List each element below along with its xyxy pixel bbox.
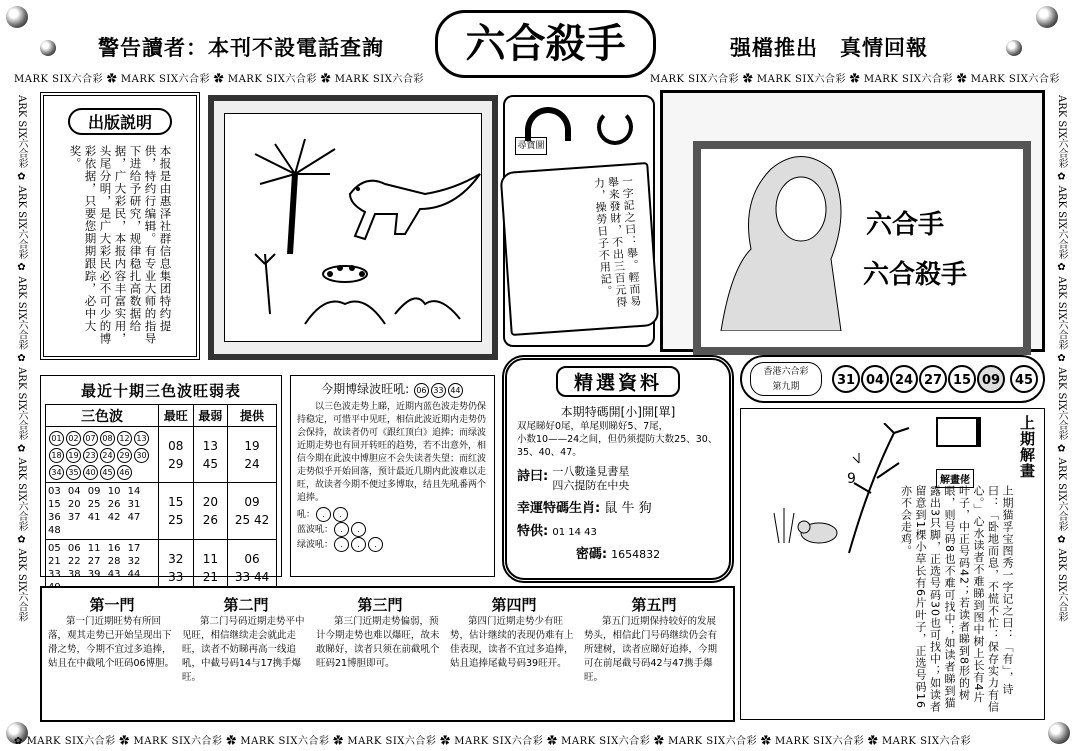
left-border-strip: ARK SIX六合彩 ✿ ARK SIX六合彩 ✿ ARK SIX六合彩 ✿ ARK SIX六合彩 ✿ ARK SIX六合彩 ✿ ARK SIX六合彩 [16, 95, 27, 622]
red-ball: 34 [49, 465, 64, 480]
corner-ornament-icon [1036, 6, 1058, 28]
ring-icon [597, 109, 633, 145]
poster-logo-1: 六合手 [866, 210, 945, 240]
red-ball: 07 [83, 431, 98, 446]
result-special-ball: 45 [1010, 365, 1038, 393]
poster-logo-2: 六合殺手 [863, 260, 968, 290]
top-border-strip-right: MARK SIX六合彩 ✿ MARK SIX六合彩 ✿ MARK SIX六合彩 ✿ MARK SIX六合彩 [650, 74, 1060, 85]
red-ball: 46 [117, 465, 132, 480]
table-cell: 09 25 42 [228, 483, 277, 540]
green-wave-picks: 吼： . . 蓝波吼： . . 绿波吼： . . . [297, 507, 488, 552]
picks-special: 特供: 01 14 43 [517, 524, 597, 539]
right-border-strip: ARK SIX六合彩 ✿ ARK SIX六合彩 ✿ ARK SIX六合彩 ✿ ARK SIX六合彩 ✿ ARK SIX六合彩 ✿ ARK SIX六合彩 [1056, 95, 1067, 622]
riddle-text: 一字記之曰：舉。輕而易舉来發財，不出三百元得力，操勞日子不用記。 [592, 175, 643, 309]
publish-box [40, 92, 200, 360]
red-ball: 02 [66, 431, 81, 446]
th-strong: 最旺 [159, 405, 194, 427]
picks-line2: 双尾睇好0尾，单尾则睇好5、7尾， [517, 421, 669, 432]
table-cell: 32 33 [159, 540, 194, 597]
blue-wave-cell: 03 04 09 10 14 15 20 25 26 31 36 37 41 42 47 48 [46, 483, 159, 540]
picks-title: 精選資料 [556, 366, 680, 397]
table-cell: 15 25 [159, 483, 194, 540]
red-ball: 18 [49, 448, 64, 463]
picks-code: 密碼: 1654832 [575, 547, 661, 562]
gate-5: 第五門 第五门近期保持较好的发展势头，相信此门号码继续仍会有所建树，读者应睇好追捧，今期可在前尾截号码42与47携手爆旺。 [584, 596, 718, 683]
red-ball: 35 [66, 465, 81, 480]
green-wave-title: 今期博绿波旺吼: 06 33 44 [297, 380, 488, 398]
th-weak: 最弱 [193, 405, 228, 427]
gate-4: 第四門 第四门近期走势少有旺势，估计继续的表现仍难有上佳表现，读者不宜过多追捧，姑且追捧尾截号码39旺开。 [450, 596, 574, 669]
red-ball: 08 [100, 431, 115, 446]
red-ball: 12 [117, 431, 132, 446]
result-ball: 31 [832, 365, 860, 393]
table-cell: 19 24 [228, 427, 277, 483]
poster-box [660, 90, 1045, 352]
result-ball: 04 [861, 365, 889, 393]
result-ball: 15 [948, 365, 976, 393]
explainer-tag: 解畫佬 [936, 469, 974, 488]
red-ball: 01 [49, 431, 64, 446]
last-issue-body: 上期猫孚宝图秀一字记之曰：「有」，诗曰：「卧地而息，不慌不忙：保存实力有信心。」心水读者不难睇到图中树上长有4片叶子，中正号码42；若读者睇到8形的树眼，则号码8也不难可找中；如读者睇到猫露出3只脚，正选号码30也可找中；如读者留意到1棵小草长有6片叶子，正选号码16亦不会走鸡。 [899, 485, 1014, 713]
red-ball: 30 [134, 448, 149, 463]
slogan-text: 强檔推出 真情回報 [730, 36, 928, 60]
green-wave-box [290, 375, 495, 577]
table-cell: 13 45 [193, 427, 228, 483]
ten-period-table [45, 404, 277, 597]
woman-portrait-icon [701, 149, 1007, 331]
picture-frame [208, 95, 498, 360]
red-ball: 29 [117, 448, 132, 463]
top-border-strip-left: MARK SIX六合彩 ✿ MARK SIX六合彩 ✿ MARK SIX六合彩 ✿ MARK SIX六合彩 [14, 74, 424, 85]
corner-ornament-icon [40, 40, 56, 56]
publish-body: 本报是由惠泽社群信息集团特约提供，特约行编辑。有专业大师的指导下进给予研究，规律稳扎高数据给据，广大彩民，本报内容丰富实用，头尾分明，是广大彩民必不可少的博彩依据，只要您期期跟踪，必中大奖。 [68, 145, 173, 345]
red-ball: 13 [134, 431, 149, 446]
red-ball: 19 [66, 448, 81, 463]
svg-text:9: 9 [847, 471, 856, 487]
red-ball: 23 [83, 448, 98, 463]
gate-3: 第三門 第三门近期走势偏弱，预计今期走势也难以爆旺，故未敢睇好，读者只须在前截吼个旺码21博胆即可。 [316, 596, 440, 669]
picks-poem: 詩曰: 一八數逢見書星 四六提防在中央 [517, 465, 630, 492]
result-label: 香港六合彩 第九期 [750, 362, 822, 396]
warning-text: 警告讀者：本刊不設電話查詢 [98, 36, 384, 60]
publish-title: 出版説明 [68, 108, 172, 135]
corner-ornament-icon [1006, 40, 1022, 56]
picks-zodiac: 幸運特碼生肖: 鼠 牛 狗 [517, 501, 652, 516]
ten-period-box [40, 375, 282, 584]
picks-line3: 小数10——24之间，但仍须提防大数25、30、35、40、47。 [517, 434, 718, 458]
riddle-box [503, 95, 655, 347]
dinosaur-illustration-icon [225, 114, 483, 342]
result-box [740, 355, 1045, 403]
bottom-border-strip: ✿ MARK SIX六合彩 ✿ MARK SIX六合彩 ✿ MARK SIX六合彩 ✿ MARK SIX六合彩 ✿ MARK SIX六合彩 ✿ MARK SIX六合彩 ✿ MARK SIX六合彩 ✿ MARK SIX六合彩 ✿ MARK SIX六合彩 [14, 736, 971, 747]
horseshoe-icon [525, 107, 571, 141]
table-cell: 08 29 [159, 427, 194, 483]
table-cell: 11 21 [193, 540, 228, 597]
table-cell: 20 26 [193, 483, 228, 540]
treasure-badge: 尋寶圖 [515, 137, 547, 155]
decor-square-icon [936, 417, 981, 447]
five-gates-box [40, 586, 735, 722]
red-ball: 24 [100, 448, 115, 463]
table-cell: 06 33 44 [228, 540, 277, 597]
gate-1: 第一門 第一门近期旺势有所回落，观其走势已开始呈现出下滑之势，今期不宜过多追捧，姑且在中截吼个旺码06博胆。 [48, 596, 175, 669]
corner-ornament-icon [1048, 722, 1070, 744]
featured-picks-box [502, 355, 734, 583]
last-issue-title: 上期解畫 [1018, 415, 1036, 479]
result-ball: 27 [919, 365, 947, 393]
green-wave-cell: 05 06 11 16 17 21 22 27 28 32 33 38 39 43 44 [46, 540, 159, 597]
picks-line1: 本期特碼開[小]開[單] [560, 405, 676, 419]
result-ball: 24 [890, 365, 918, 393]
red-ball: 40 [83, 465, 98, 480]
th-give: 提供 [228, 405, 277, 427]
result-ball: 09 [977, 365, 1005, 393]
gate-2: 第二門 第二门号码近期走势平中见旺，相信继续走会就此走旺，读者不妨睇再高一线追吼，中截号码14与17携手爆旺。 [182, 596, 305, 683]
ten-period-title: 最近十期三色波旺弱表 [80, 382, 241, 400]
masthead-logo: 六合殺手 [435, 10, 656, 78]
green-wave-body: 以三色波走势上睇，近期内蓝色波走势仍保持稳定，可惜平中见旺，相信此波近期内走势仍会保持，故读者仍可《跟红顶白》追捧；而绿波近期走势也有回开转旺的趋势，若不出意外，相信今期在此波中博胆应不会失读者失望；而红波走势似乎开始回落，预计最近几期内此波难以走旺，故读者今期不便过多博取，结且先吼番两个追捧。 [297, 402, 487, 503]
red-wave-cell [46, 427, 159, 483]
corner-ornament-icon [6, 6, 28, 28]
last-issue-box [740, 408, 1045, 720]
red-ball: 45 [100, 465, 115, 480]
th-wave: 三色波 [46, 405, 159, 427]
